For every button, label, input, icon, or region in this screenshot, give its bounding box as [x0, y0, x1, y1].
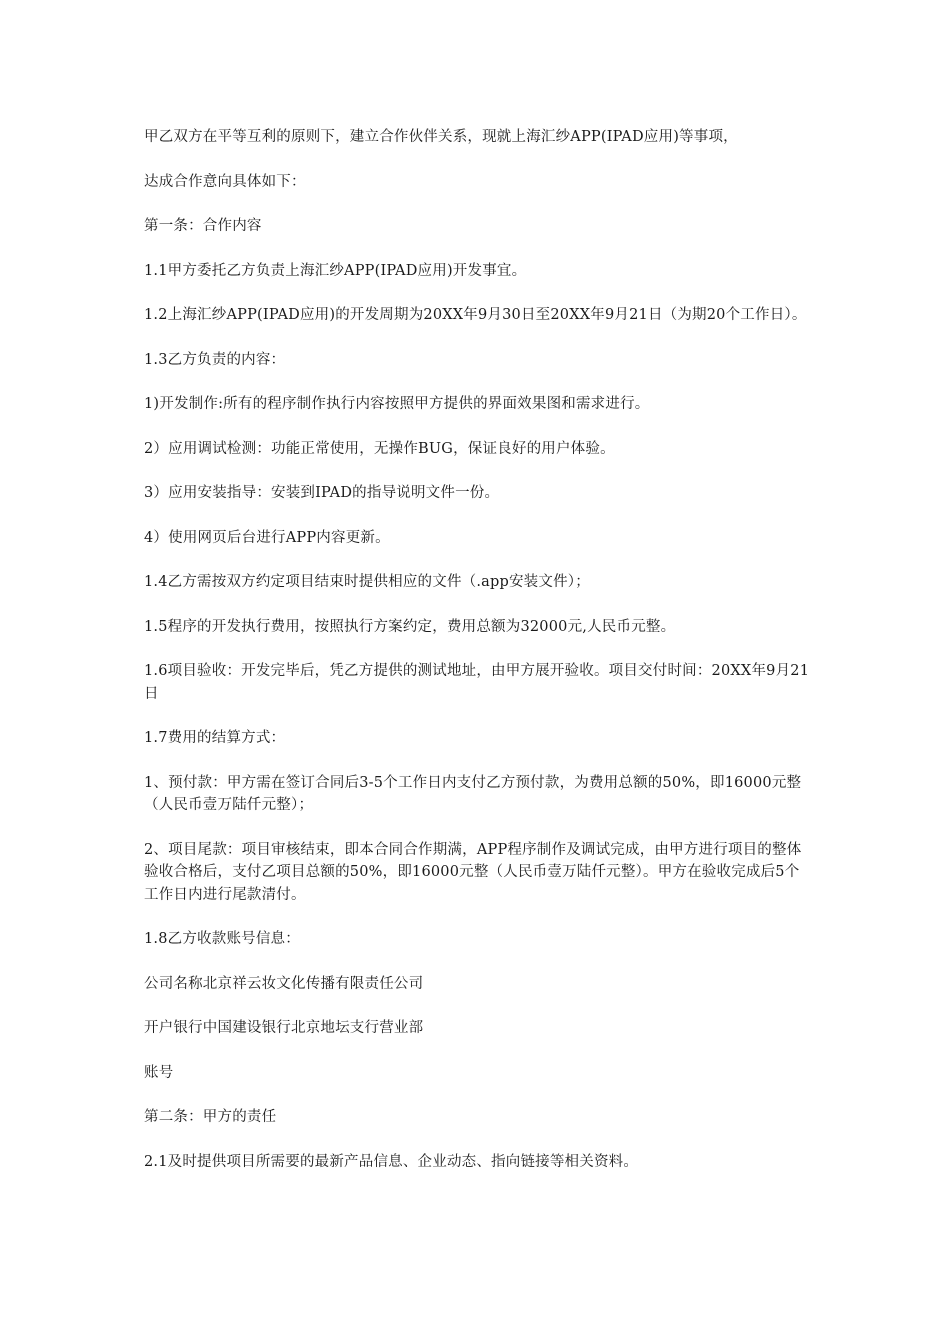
clause-2-1: 2.1及时提供项目所需要的最新产品信息、企业动态、指向链接等相关资料。: [144, 1153, 639, 1170]
clause-1-3-item-3: 3）应用安装指导：安装到IPAD的指导说明文件一份。: [144, 485, 500, 501]
clause-1-2: 1.2上海汇纱APP(IPAD应用)的开发周期为20XX年9月30日至20XX年9月21日（为期20个工作日）。: [144, 307, 807, 323]
article-2-heading: 第二条：甲方的责任: [144, 1109, 277, 1125]
clause-1-3-item-2: 2）应用调试检测：功能正常使用，无操作BUG，保证良好的用户体验。: [144, 440, 615, 457]
clause-1-3-item-4: 4）使用网页后台进行APP内容更新。: [144, 529, 390, 546]
clause-1-4: 1.4乙方需按双方约定项目结束时提供相应的文件（.app安装文件）；: [144, 574, 590, 590]
intro-paragraph-continued: 达成合作意向具体如下：: [144, 173, 306, 190]
clause-1-6: 1.6项目验收：开发完毕后，凭乙方提供的测试地址，由甲方展开验收。项目交付时间：20XX年9月21日: [144, 663, 810, 702]
clause-1-7-prepayment: 1、预付款：甲方需在签订合同后3-5个工作日内支付乙方预付款，为费用总额的50%，即16000元整（人民币壹万陆仟元整）；: [144, 774, 802, 813]
clause-1-5: 1.5程序的开发执行费用，按照执行方案约定，费用总额为32000元,人民币元整。: [144, 618, 676, 635]
intro-paragraph: 甲乙双方在平等互利的原则下，建立合作伙伴关系，现就上海汇纱APP(IPAD应用)等事项，: [144, 129, 738, 145]
clause-1-3-item-1: 1)开发制作:所有的程序制作执行内容按照甲方提供的界面效果图和需求进行。: [144, 396, 650, 412]
account-number-label: 账号: [144, 1064, 174, 1081]
clause-1-3: 1.3乙方负责的内容：: [144, 351, 286, 368]
bank-name: 开户银行中国建设银行北京地坛支行营业部: [144, 1020, 424, 1036]
clause-1-1: 1.1甲方委托乙方负责上海汇纱APP(IPAD应用)开发事宜。: [144, 262, 527, 279]
company-name: 公司名称北京祥云妆文化传播有限责任公司: [144, 975, 424, 992]
clause-1-8: 1.8乙方收款账号信息：: [144, 931, 300, 947]
clause-1-7: 1.7费用的结算方式：: [144, 730, 286, 746]
article-1-heading: 第一条：合作内容: [144, 218, 262, 234]
clause-1-7-final-payment: 2、项目尾款：项目审核结束，即本合同合作期满，APP程序制作及调试完成，由甲方进行项目的整体验收合格后，支付乙项目总额的50%，即16000元整（人民币壹万陆仟元整）。甲方在验收完成后5个工作日内进行尾款清付。: [144, 841, 802, 903]
